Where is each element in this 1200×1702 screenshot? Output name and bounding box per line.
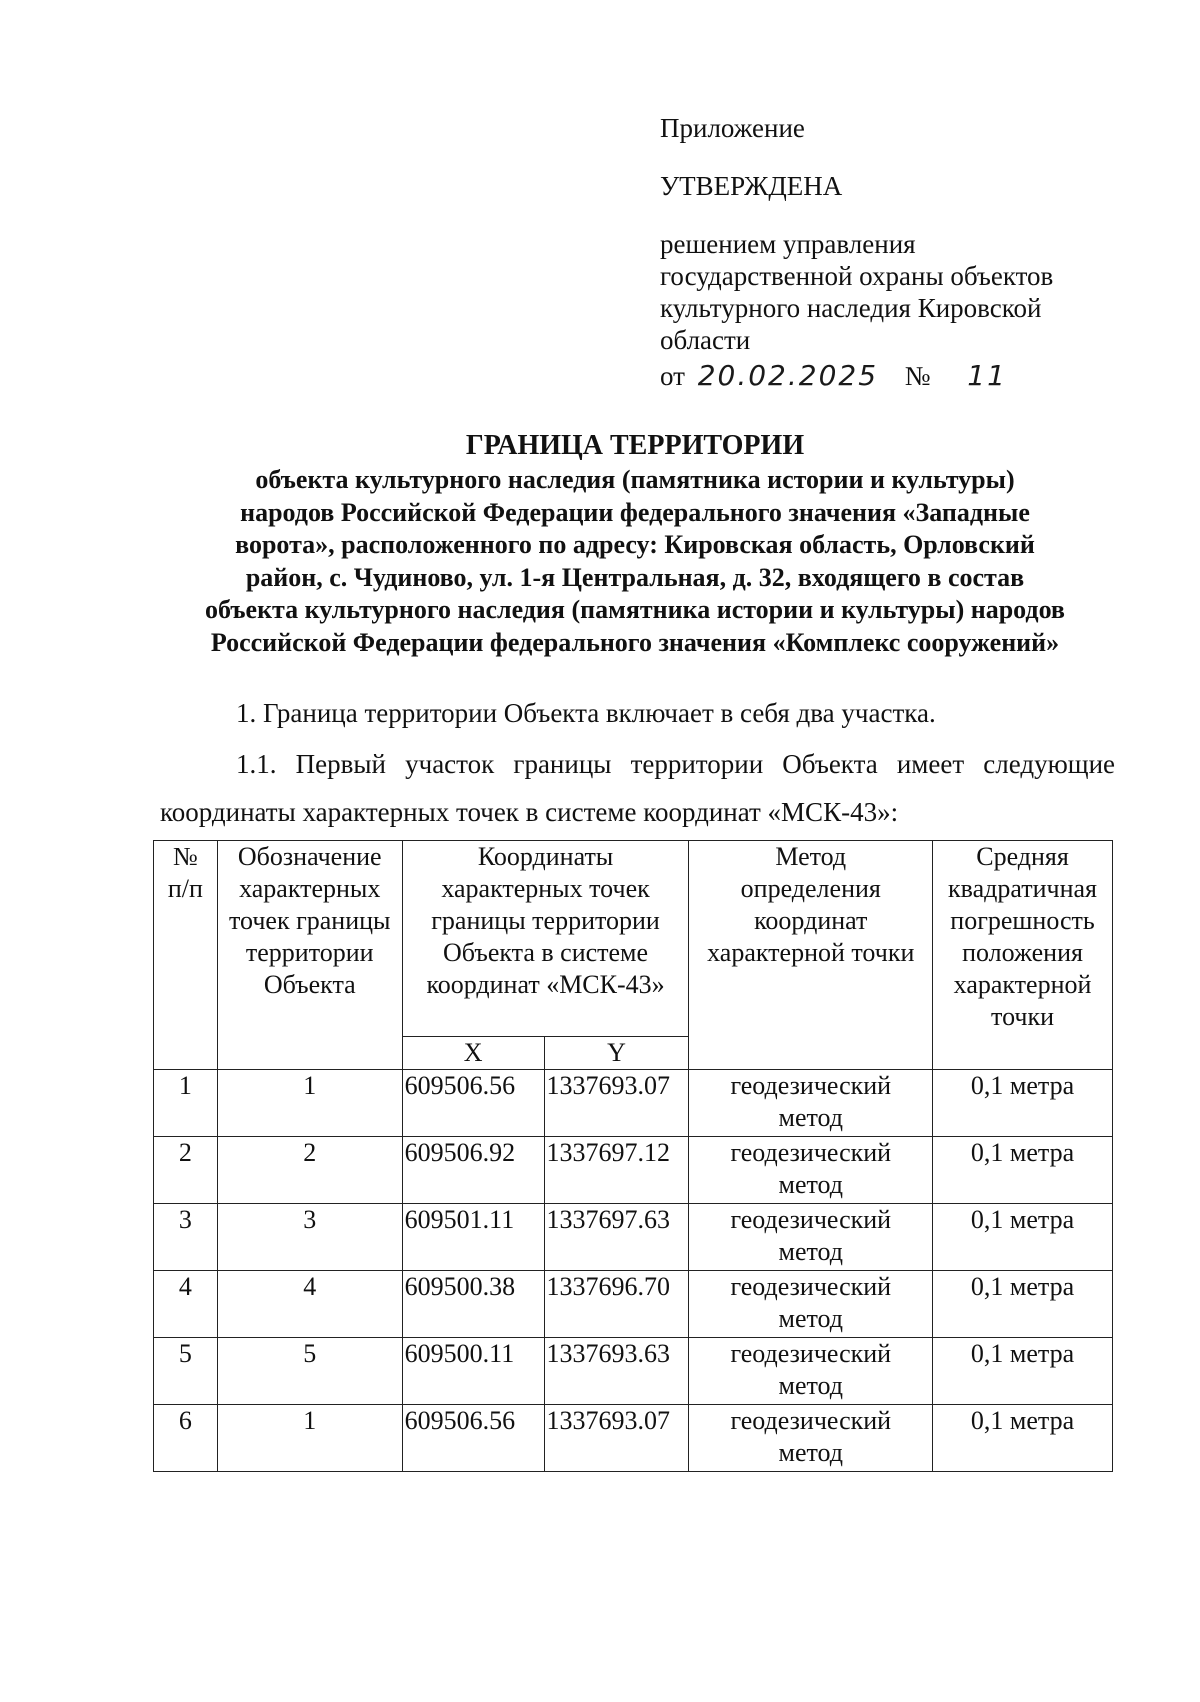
cell-method-line: метод bbox=[778, 1237, 844, 1266]
paragraph-1: 1. Граница территории Объекта включает в себя два участка. bbox=[236, 698, 936, 728]
title-sub-line-3: ворота», расположенного по адресу: Кировская область, Орловский bbox=[235, 530, 1035, 559]
cell-y: 1337693.07 bbox=[544, 1070, 689, 1137]
title-sub-line-1: объекта культурного наследия (памятника истории и культуры) bbox=[255, 465, 1015, 494]
cell-x: 609501.11 bbox=[402, 1204, 544, 1271]
decision-line-4: области bbox=[660, 325, 751, 355]
cell-y: 1337696.70 bbox=[544, 1271, 689, 1338]
cell-error: 0,1 метра bbox=[933, 1271, 1113, 1338]
cell-y: 1337697.12 bbox=[544, 1137, 689, 1204]
header-method-line: Метод bbox=[775, 842, 847, 871]
cell-method bbox=[689, 1338, 933, 1405]
decision-line-2: государственной охраны объектов bbox=[660, 261, 1054, 291]
coordinates-table bbox=[153, 840, 1113, 1472]
header-coordinates bbox=[402, 841, 689, 1037]
header-error-line: точки bbox=[991, 1002, 1055, 1031]
cell-error: 0,1 метра bbox=[933, 1070, 1113, 1137]
cell-x: 609500.11 bbox=[402, 1338, 544, 1405]
date-prefix: от bbox=[660, 361, 685, 391]
cell-num: 6 bbox=[154, 1405, 218, 1472]
cell-y: 1337693.07 bbox=[544, 1405, 689, 1472]
cell-point: 2 bbox=[217, 1137, 402, 1204]
header-designation-line: Обозначение bbox=[237, 842, 382, 871]
header-error-line: погрешность bbox=[950, 906, 1095, 935]
header-method-line: определения bbox=[740, 874, 881, 903]
cell-method-line: геодезический bbox=[730, 1406, 892, 1435]
table-row bbox=[154, 1405, 1113, 1472]
title-main: ГРАНИЦА ТЕРРИТОРИИ bbox=[465, 430, 805, 461]
header-method bbox=[689, 841, 933, 1070]
cell-method-line: метод bbox=[778, 1103, 844, 1132]
decision-line-3: культурного наследия Кировской bbox=[660, 293, 1042, 323]
cell-y: 1337697.63 bbox=[544, 1204, 689, 1271]
header-designation-line: точек границы bbox=[228, 906, 391, 935]
header-error-line: квадратичная bbox=[948, 874, 1098, 903]
header-designation-line: Объекта bbox=[263, 970, 356, 999]
cell-num: 3 bbox=[154, 1204, 218, 1271]
header-error-line: характерной bbox=[953, 970, 1092, 999]
title-sub-line-6: Российской Федерации федерального значения «Комплекс сооружений» bbox=[210, 627, 1060, 657]
table-row bbox=[154, 1204, 1113, 1271]
cell-num: 4 bbox=[154, 1271, 218, 1338]
header-x: X bbox=[402, 1037, 544, 1070]
handwritten-number: 11 bbox=[967, 359, 1007, 392]
date-number-line bbox=[660, 360, 1100, 392]
cell-x: 609506.56 bbox=[402, 1070, 544, 1137]
header-method-line: характерной точки bbox=[707, 938, 915, 967]
cell-method-line: геодезический bbox=[730, 1339, 892, 1368]
cell-x: 609506.56 bbox=[402, 1405, 544, 1472]
header-coordinates-line: Объекта в системе bbox=[443, 938, 649, 967]
cell-method-line: геодезический bbox=[730, 1138, 892, 1167]
handwritten-date: 20.02.2025 bbox=[697, 359, 879, 392]
cell-error: 0,1 метра bbox=[933, 1204, 1113, 1271]
cell-method-line: метод bbox=[778, 1170, 844, 1199]
cell-num: 2 bbox=[154, 1137, 218, 1204]
cell-y: 1337693.63 bbox=[544, 1338, 689, 1405]
header-coordinates-line: координат «МСК-43» bbox=[426, 970, 665, 999]
header-method-line: координат bbox=[754, 906, 868, 935]
cell-method bbox=[689, 1405, 933, 1472]
cell-method-line: метод bbox=[778, 1371, 844, 1400]
cell-point: 3 bbox=[217, 1204, 402, 1271]
decision-line-1: решением управления bbox=[660, 229, 916, 259]
header-num-line: п/п bbox=[167, 874, 203, 903]
cell-x: 609500.38 bbox=[402, 1271, 544, 1338]
cell-num: 1 bbox=[154, 1070, 218, 1137]
cell-method-line: метод bbox=[778, 1304, 844, 1333]
cell-method-line: метод bbox=[778, 1438, 844, 1467]
cell-point: 5 bbox=[217, 1338, 402, 1405]
cell-error: 0,1 метра bbox=[933, 1137, 1113, 1204]
title-sub-line-2: народов Российской Федерации федерального значения «Западные bbox=[240, 497, 1030, 527]
header-designation bbox=[217, 841, 402, 1070]
approved-label: УТВЕРЖДЕНА bbox=[660, 171, 843, 201]
title-sub-line-5: объекта культурного наследия (памятника истории и культуры) народов bbox=[205, 595, 1065, 624]
cell-method-line: геодезический bbox=[730, 1272, 892, 1301]
cell-error: 0,1 метра bbox=[933, 1338, 1113, 1405]
paragraph-1-1-cont: координаты характерных точек в системе координат «МСК-43»: bbox=[160, 797, 899, 827]
cell-method bbox=[689, 1271, 933, 1338]
document-title bbox=[150, 428, 1120, 659]
header-designation-line: территории bbox=[245, 938, 374, 967]
header-error-line: Средняя bbox=[976, 842, 1069, 871]
cell-point: 1 bbox=[217, 1070, 402, 1137]
approval-block bbox=[660, 112, 1100, 392]
cell-method-line: геодезический bbox=[730, 1205, 892, 1234]
cell-x: 609506.92 bbox=[402, 1137, 544, 1204]
table-header-row bbox=[154, 841, 1113, 1037]
table-row bbox=[154, 1137, 1113, 1204]
header-coordinates-line: границы территории bbox=[431, 906, 660, 935]
cell-method bbox=[689, 1204, 933, 1271]
header-y: Y bbox=[544, 1037, 689, 1070]
header-num-line: № bbox=[173, 842, 198, 871]
table-row bbox=[154, 1070, 1113, 1137]
header-num bbox=[154, 841, 218, 1070]
cell-method bbox=[689, 1070, 933, 1137]
header-error bbox=[933, 841, 1113, 1070]
header-coordinates-line: Координаты bbox=[477, 842, 614, 871]
cell-point: 1 bbox=[217, 1405, 402, 1472]
header-coordinates-line: характерных точек bbox=[441, 874, 650, 903]
table-row bbox=[154, 1338, 1113, 1405]
cell-point: 4 bbox=[217, 1271, 402, 1338]
header-error-line: положения bbox=[962, 938, 1083, 967]
cell-error: 0,1 метра bbox=[933, 1405, 1113, 1472]
header-designation-line: характерных bbox=[239, 874, 381, 903]
appendix-label: Приложение bbox=[660, 113, 805, 143]
title-sub-line-4: район, с. Чудиново, ул. 1-я Центральная, д. 32, входящего в состав bbox=[245, 562, 1025, 592]
cell-num: 5 bbox=[154, 1338, 218, 1405]
cell-method-line: геодезический bbox=[730, 1071, 892, 1100]
table-row bbox=[154, 1271, 1113, 1338]
cell-method bbox=[689, 1137, 933, 1204]
number-sign: № bbox=[904, 361, 931, 391]
paragraph-1-1: 1.1. Первый участок границы территории Объекта имеет следующие bbox=[236, 749, 1115, 779]
